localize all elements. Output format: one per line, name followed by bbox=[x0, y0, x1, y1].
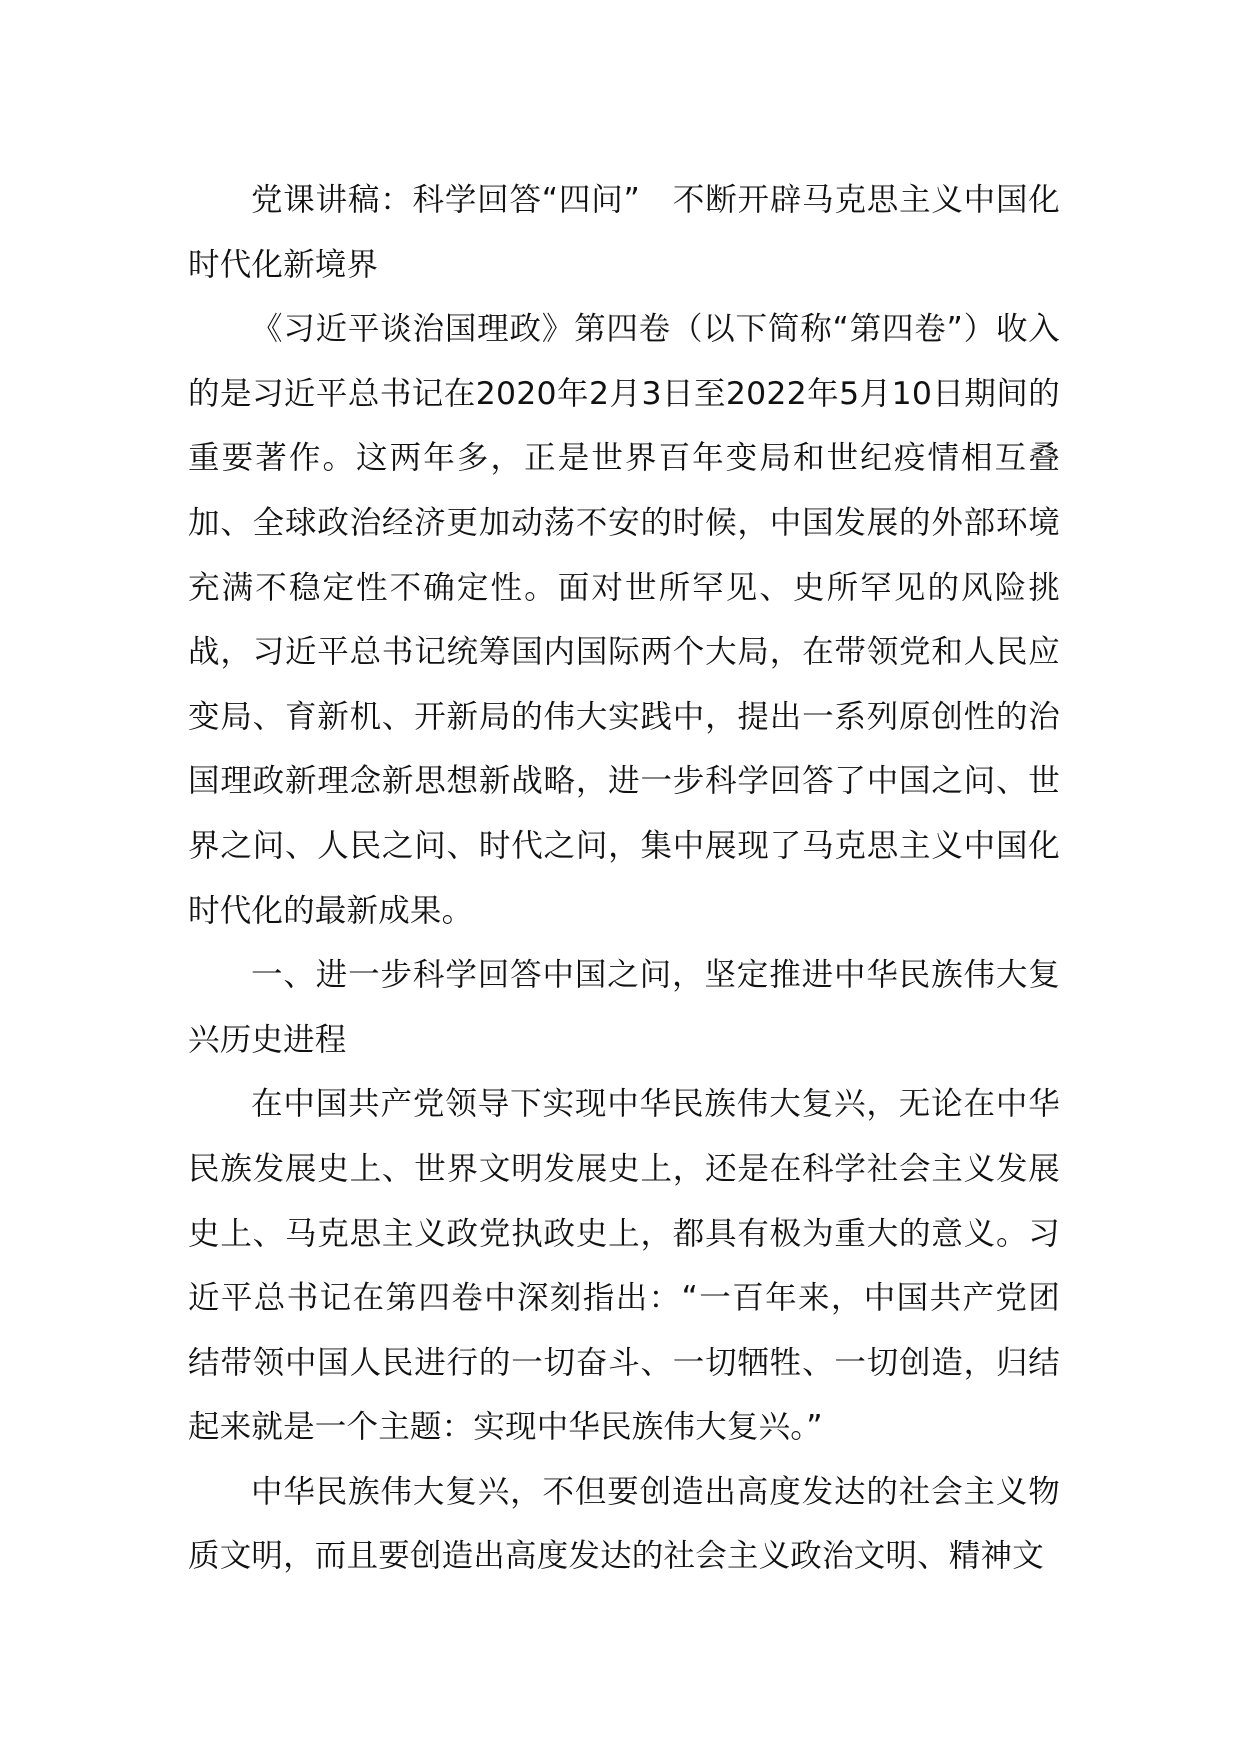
section-heading-1: 一、进一步科学回答中国之问，坚定推进中华民族伟大复兴历史进程 bbox=[188, 957, 1060, 1058]
paragraph-intro: 《习近平谈治国理政》第四卷（以下简称“第四卷”）收入的是习近平总书记在2020年2月3日至2022年5月10日期间的重要著作。这两年多，正是世界百年变局和世纪疫情相互叠加、全球政治经济更加动荡不安的时候，中国发展的外部环境充满不稳定性不确定性。面对世所罕见、史所罕见的风险挑战，习近平总书记统筹国内国际两个大局，在带领党和人民应变局、育新机、开新局的伟大实践中，提出一系列原创性的治国理政新理念新思想新战略，进一步科学回答了中国之问、世界之问、人民之问、时代之问，集中展现了马克思主义中国化时代化的最新成果。 bbox=[188, 311, 1060, 929]
paragraph-section-1-a: 在中国共产党领导下实现中华民族伟大复兴，无论在中华民族发展史上、世界文明发展史上，还是在科学社会主义发展史上、马克思主义政党执政史上，都具有极为重大的意义。习近平总书记在第四卷中深刻指出：“一百年来，中国共产党团结带领中国人民进行的一切奋斗、一切牺牲、一切创造，归结起来就是一个主题：实现中华民族伟大复兴。” bbox=[188, 1086, 1060, 1446]
paragraph-section-1-b: 中华民族伟大复兴，不但要创造出高度发达的社会主义物质文明，而且要创造出高度发达的社会主义政治文明、精神文 bbox=[188, 1473, 1060, 1575]
document-title: 党课讲稿：科学回答“四问” 不断开辟马克思主义中国化时代化新境界 bbox=[188, 182, 1060, 283]
document-body bbox=[188, 168, 1060, 1589]
